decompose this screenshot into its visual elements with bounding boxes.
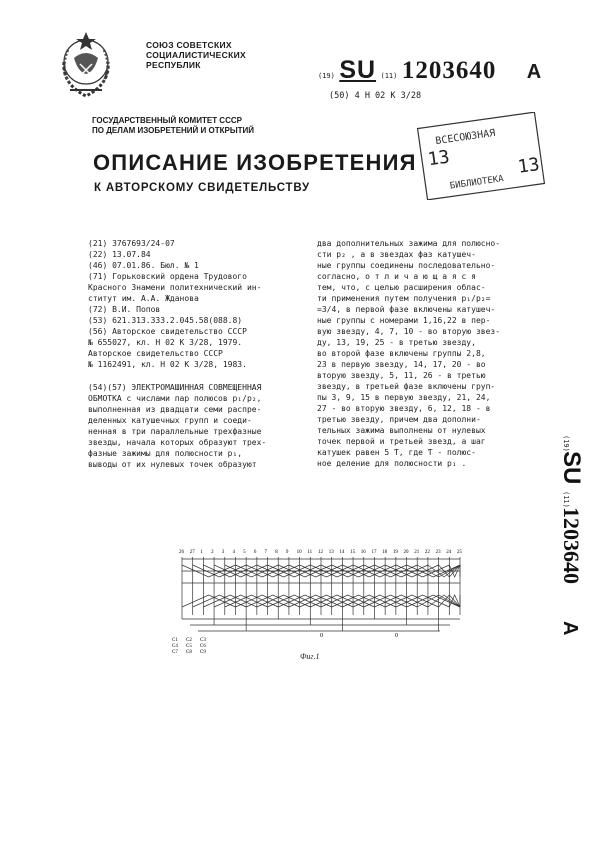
biblio-line: (72) В.И. Попов xyxy=(88,305,161,314)
country-name xyxy=(146,40,266,70)
biblio-line: (53) 621.313.333.2.045.58(088.8) xyxy=(88,316,243,325)
slot-label: 5 xyxy=(243,550,246,555)
biblio-line: (46) 07.01.86. Бюл. № 1 xyxy=(88,261,199,270)
biblio-line: Красного Знамени политехнический ин- xyxy=(88,283,262,292)
biblio-line: (22) 13.07.84 xyxy=(88,250,151,259)
biblio-line: № 1162491, кл. Н 02 К 3/28, 1983. xyxy=(88,360,247,369)
committee-line: ГОСУДАРСТВЕННЫЙ КОМИТЕТ СССР xyxy=(92,116,242,125)
claim-line: третью звезду, причем два дополни- xyxy=(317,415,481,424)
biblio-line: Авторское свидетельство СССР xyxy=(88,349,223,358)
terminal-label: C8 xyxy=(186,650,192,655)
slot-label: 1 xyxy=(200,550,203,555)
abstract-line: (54)(57) ЭЛЕКТРОМАШИННАЯ СОВМЕЩЕННАЯ xyxy=(88,383,262,392)
claim-line: ное деление для полюсности p₁ . xyxy=(317,459,467,468)
country-code: SU xyxy=(339,56,377,84)
library-stamp xyxy=(416,112,546,200)
country-line: РЕСПУБЛИК xyxy=(146,60,201,70)
slot-label: 15 xyxy=(350,550,356,555)
claim-line: во второй фазе включены группы 2,8, xyxy=(317,349,486,358)
claim-line: вторую звезду, 5, 11, 26 - в третью xyxy=(317,371,486,380)
slot-label: 7 xyxy=(264,550,268,555)
document-title: ОПИСАНИЕ ИЗОБРЕТЕНИЯ xyxy=(93,150,417,175)
document-subtitle: К АВТОРСКОМУ СВИДЕТЕЛЬСТВУ xyxy=(94,182,310,194)
claim-line: ные группы соединены последовательно- xyxy=(317,261,496,270)
patent-number-header xyxy=(318,56,541,86)
slot-label: 26 xyxy=(179,550,184,555)
vertical-country-code: SU xyxy=(558,451,585,485)
slot-label: 27 xyxy=(189,550,195,555)
stamp-line: 13 xyxy=(426,146,451,171)
slot-number-labels xyxy=(179,550,463,555)
slot-label: 18 xyxy=(382,550,388,555)
claim-line: тельных зажима выполнены от нулевых xyxy=(317,426,486,435)
terminal-label: C9 xyxy=(200,650,206,655)
abstract-line: ненная в три параллельные трехфазные xyxy=(88,427,262,436)
claim-line: пы 3, 9, 15 в первую звезду, 21, 24, xyxy=(317,393,491,402)
slot-label: 8 xyxy=(275,550,278,555)
terminal-label: C6 xyxy=(200,644,206,649)
code-11: (11) xyxy=(380,72,398,80)
biblio-line: № 655027, кл. Н 02 К 3/28, 1979. xyxy=(88,338,243,347)
claim-line: 27 - во вторую звезду, 6, 12, 18 - в xyxy=(317,404,491,413)
slot-label: 6 xyxy=(253,550,257,555)
slot-label: 23 xyxy=(435,550,441,555)
code-19: (19) xyxy=(318,72,335,80)
ipc-class: (50) 4 H 02 K 3/28 xyxy=(329,91,422,101)
biblio-line: ститут им. А.А. Жданова xyxy=(88,294,199,303)
slot-label: 16 xyxy=(360,550,366,555)
slot-label: 21 xyxy=(414,550,420,555)
claim-line: тем, что, с целью расширения облас- xyxy=(317,283,486,292)
bibliographic-data xyxy=(88,238,310,470)
claim-line: сти p₂ , а в звездах фаз катушеч- xyxy=(317,250,476,259)
neutral-label: 0 xyxy=(395,633,398,639)
stamp-line: ВСЕСОЮЗНАЯ xyxy=(434,127,496,148)
abstract-line: ОБМОТКА с числами пар полюсов p₁/p₂, xyxy=(88,394,262,403)
slot-label: 4 xyxy=(232,550,235,555)
winding-diagram xyxy=(170,545,470,655)
biblio-line: (71) Горьковский ордена Трудового xyxy=(88,272,247,281)
claim-line: вую звезду, 4, 7, 10 - во вторую звез- xyxy=(317,327,501,336)
terminal-label: C1 xyxy=(172,638,178,643)
slot-label: 13 xyxy=(328,550,334,555)
slot-label: 19 xyxy=(392,550,398,555)
biblio-line: (56) Авторское свидетельство СССР xyxy=(88,327,247,336)
slot-label: 3 xyxy=(221,550,225,555)
slot-label: 24 xyxy=(446,550,452,555)
slot-label: 12 xyxy=(318,550,323,555)
kind-code: A xyxy=(526,61,542,83)
claim-line: согласно, о т л и ч а ю щ а я с я xyxy=(317,272,476,281)
slot-label: 20 xyxy=(403,550,409,555)
terminal-label: C3 xyxy=(200,638,206,643)
coil-lines xyxy=(182,557,460,615)
vertical-code-11: (11) xyxy=(562,491,570,508)
terminal-label: C4 xyxy=(172,644,178,649)
slot-label: 17 xyxy=(371,550,377,555)
claim-line: ду, 13, 19, 25 - в третью звезду, xyxy=(317,338,476,347)
claim-line: катушек равен 5 Ƭ, где Ƭ - полюс- xyxy=(317,448,476,457)
slot-label: 22 xyxy=(424,550,430,555)
slot-label: 14 xyxy=(339,550,345,555)
slot-label: 11 xyxy=(307,550,313,555)
neutral-label: 0 xyxy=(320,633,323,639)
abstract-line: звезды, начала которых образуют трех- xyxy=(88,438,267,447)
vertical-code-19: (19) xyxy=(562,435,570,452)
biblio-line: (21) 3767693/24-07 xyxy=(88,239,175,248)
terminal-labels xyxy=(172,638,206,655)
claim-line: 23 в первую звезду, 14, 17, 20 - во xyxy=(317,360,486,369)
country-line: СОЮЗ СОВЕТСКИХ xyxy=(146,40,232,50)
stamp-line: 13 xyxy=(516,154,541,178)
ussr-coat-of-arms-icon xyxy=(50,28,122,102)
slot-label: 2 xyxy=(211,550,214,555)
patent-number: 1203640 xyxy=(401,57,497,84)
claim-line: =3/4, в первой фазе включены катушеч- xyxy=(317,305,496,314)
abstract-line: деленных катушечных групп и соеди- xyxy=(88,416,252,425)
slot-label: 10 xyxy=(296,550,302,555)
connection-bus xyxy=(182,615,460,631)
vertical-patent-number xyxy=(552,435,588,645)
abstract-line: выполненная из двадцати семи распре- xyxy=(88,405,262,414)
terminal-label: C7 xyxy=(172,650,178,655)
figure-caption: Фиг.1 xyxy=(300,652,320,661)
terminal-label: C2 xyxy=(186,638,192,643)
claim-line: звезду, в третьей фазе включены груп- xyxy=(317,382,496,391)
terminal-label: C5 xyxy=(186,644,192,649)
claim-line: ти применения путем получения p₁/p₂= xyxy=(317,294,491,303)
country-line: СОЦИАЛИСТИЧЕСКИХ xyxy=(146,50,246,60)
stamp-line: БИБЛИОТЕКА xyxy=(449,174,505,192)
claim-text xyxy=(317,238,547,469)
slot-label: 9 xyxy=(285,550,289,555)
abstract-line: фазные зажимы для полюсности p₁, xyxy=(88,449,243,458)
committee xyxy=(92,116,254,136)
committee-line: ПО ДЕЛАМ ИЗОБРЕТЕНИЙ И ОТКРЫТИЙ xyxy=(92,126,255,135)
claim-line: точек первой и третьей звезд, а шаг xyxy=(317,437,486,446)
vertical-patent-no: 1203640 xyxy=(559,507,584,584)
abstract-line: выводы от их нулевых точек образуют xyxy=(88,460,257,469)
vertical-kind: A xyxy=(559,621,581,636)
slot-label: 25 xyxy=(457,550,462,555)
claim-line: два дополнительных зажима для полюсно- xyxy=(317,239,501,248)
claim-line: ные группы с номерами 1,16,22 в пер- xyxy=(317,316,491,325)
